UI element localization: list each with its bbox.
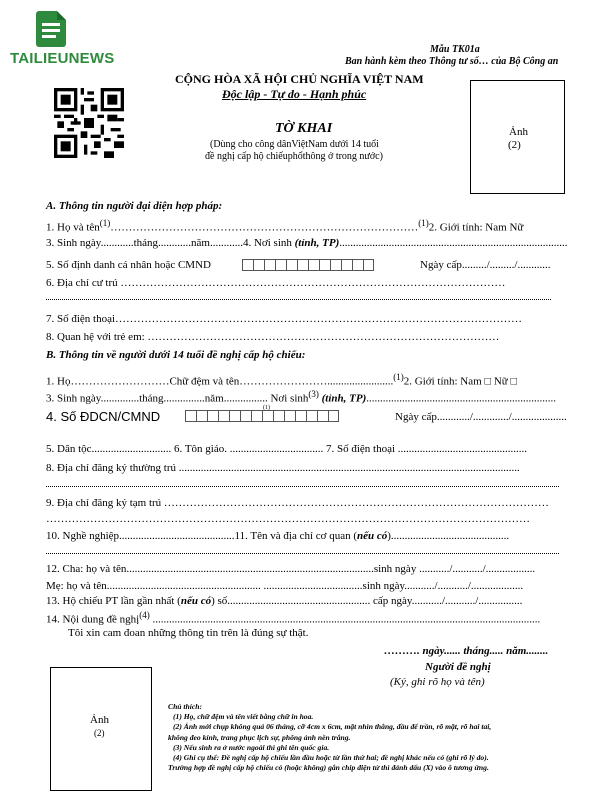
form-subtitle-1: (Dùng cho công dânViệtNam dưới 14 tuổi: [210, 139, 379, 150]
b-line-10-2: [46, 553, 559, 554]
b-father: 12. Cha: họ và tên..........................................................................................sinh ngày .........../.........../..................: [46, 563, 536, 575]
motto: Độc lập - Tự do - Hạnh phúc: [222, 87, 367, 101]
commitment: Tôi xin cam đoan những thông tin trên là đúng sự thật.: [68, 627, 309, 639]
a-male-checkbox[interactable]: [517, 221, 527, 232]
photo-top-num: (2): [508, 139, 521, 151]
b-line-14: 14. Nội dung đề nghị$^{(4)}$ .............................................................................................................................................: [46, 610, 541, 626]
note-2b: không đeo kính, trang phục lịch sự, phông ảnh nền trắng.: [168, 732, 351, 742]
b-line-10: 10. Nghề nghiệp..........................................11. Tên và địa chỉ cơ quan (nếu có)...........................................: [46, 530, 510, 542]
a-gender: 2. Giới tính: Nam Nữ: [428, 221, 524, 234]
section-a-heading: A. Thông tin người đại diện hợp pháp:: [46, 200, 223, 212]
form-title: TỜ KHAI: [275, 121, 333, 136]
b-gender: 2. Giới tính: Nam □ Nữ □: [403, 375, 518, 388]
a-line-1: 1. Họ và tên$^{(1)}$…………………………………………………………………………$^{(1)}$2. Giới tính: Nam Nữ: [46, 218, 524, 234]
photo-bottom-label: Ảnh: [90, 714, 109, 726]
b-permanent-line-2: [46, 486, 559, 487]
note-1: (1) Họ, chữ đệm và tên viết bằng chữ in hoa.: [173, 712, 314, 722]
b-mother: Mẹ: họ và tên........................................................ ....................................sinh ngày.........../.........../...................: [46, 580, 524, 592]
form-subtitle-2: đề nghị cấp hộ chiếuphổthông ở trong nước): [205, 151, 383, 162]
a-id-date: Ngày cấp........./........./............: [420, 259, 551, 271]
sign-title: Người đề nghị: [425, 661, 491, 673]
notes: [168, 702, 491, 773]
a-id-label: 5. Số định danh cá nhân hoặc CMND: [46, 259, 211, 271]
logo-document-icon: [36, 11, 66, 47]
a-name-label: 1. Họ và tên: [46, 221, 100, 234]
b-id-sup: (1): [263, 405, 270, 411]
note-4a: (4) Ghi cụ thể: Đề nghị cấp hộ chiếu lần đầu hoặc từ lần thứ hai; đề nghị khác nếu có (ghi rõ lý do).: [173, 753, 489, 763]
a-id-cells[interactable]: [242, 259, 374, 271]
logo-text: TAILIEUNEWS: [10, 50, 115, 67]
b-id-date: Ngày cấp............/............./....................: [395, 411, 567, 423]
a-address-line-2: [46, 299, 551, 300]
a-phone: 7. Số điện thoại…………………………………………………………………………………………………: [46, 313, 523, 325]
b-line-3: 3. Sinh ngày..............tháng...............năm................ Nơi $\sinh^{(3)}$ (tỉnh, TP).....................................................................: [46, 389, 556, 405]
photo-top-label: Ảnh: [509, 126, 528, 138]
note-3: (3) Nếu sinh ra ở nước ngoài thì ghi tên quốc gia.: [173, 742, 330, 752]
a-relation: 8. Quan hệ với trẻ em: ……………………………………………………………………………………: [46, 331, 500, 343]
sign-date: ………. ngày...... tháng..... năm........: [384, 645, 549, 657]
qr-code: [54, 88, 124, 158]
b-line-1: 1. Họ………………………Chữ đệm và tên……………………........................$^{(1)}$2. Giới tính: Nam □ Nữ □: [46, 372, 518, 388]
b-line-13: 13. Hộ chiếu PT lần gần nhất (nếu có) số.................................................... cấp ngày.........../.........../................: [46, 595, 523, 607]
a-line-3: 3. Sinh ngày............tháng............năm............4. Nơi sinh (tỉnh, TP)...................................................................................: [46, 237, 568, 249]
issued-by: Ban hành kèm theo Thông tư số… của Bộ Công an: [345, 56, 559, 67]
b-line-5: 5. Dân tộc............................. 6. Tôn giáo. .................................. 7. Số điện thoại ...............................................: [46, 443, 528, 455]
section-b-heading: B. Thông tin về người dưới 14 tuổi đề nghị cấp hộ chiếu:: [46, 349, 306, 361]
note-2a: (2) Ảnh mới chụp không quá 06 tháng, cỡ 4cm x 6cm, mặt nhìn thẳng, đầu để trần, rõ mặt, rõ hai tai,: [173, 722, 492, 732]
b-id-cells[interactable]: [185, 410, 339, 422]
note-4b: Trường hợp đề nghị cấp hộ chiếu có (hoặc không) gắn chip điện tử thì đánh dấu (X) vào ô tương ứng.: [168, 763, 489, 773]
country-name: CỘNG HÒA XÃ HỘI CHỦ NGHĨA VIỆT NAM: [175, 72, 424, 86]
b-temporary-address: 9. Địa chỉ đăng ký tạm trú ……………………………………………………………………………………………: [46, 497, 549, 509]
form-code: Mẫu TK01a: [430, 44, 480, 55]
sign-hint: (Ký, ghi rõ họ và tên): [390, 676, 485, 688]
b-permanent-address: 8. Địa chỉ đăng ký thường trú ............................................................................................................................: [46, 462, 520, 474]
notes-title: Chú thích:: [168, 702, 202, 711]
b-id-label: 4. Số ĐDCN/CMND: [46, 409, 161, 424]
a-address: 6. Địa chỉ cư trú ……………………………………………………………………………………………: [46, 277, 506, 289]
photo-bottom-num: (2): [94, 728, 105, 738]
b-temporary-line-2: ……………………………………………………………………………………………………………………: [46, 513, 530, 525]
